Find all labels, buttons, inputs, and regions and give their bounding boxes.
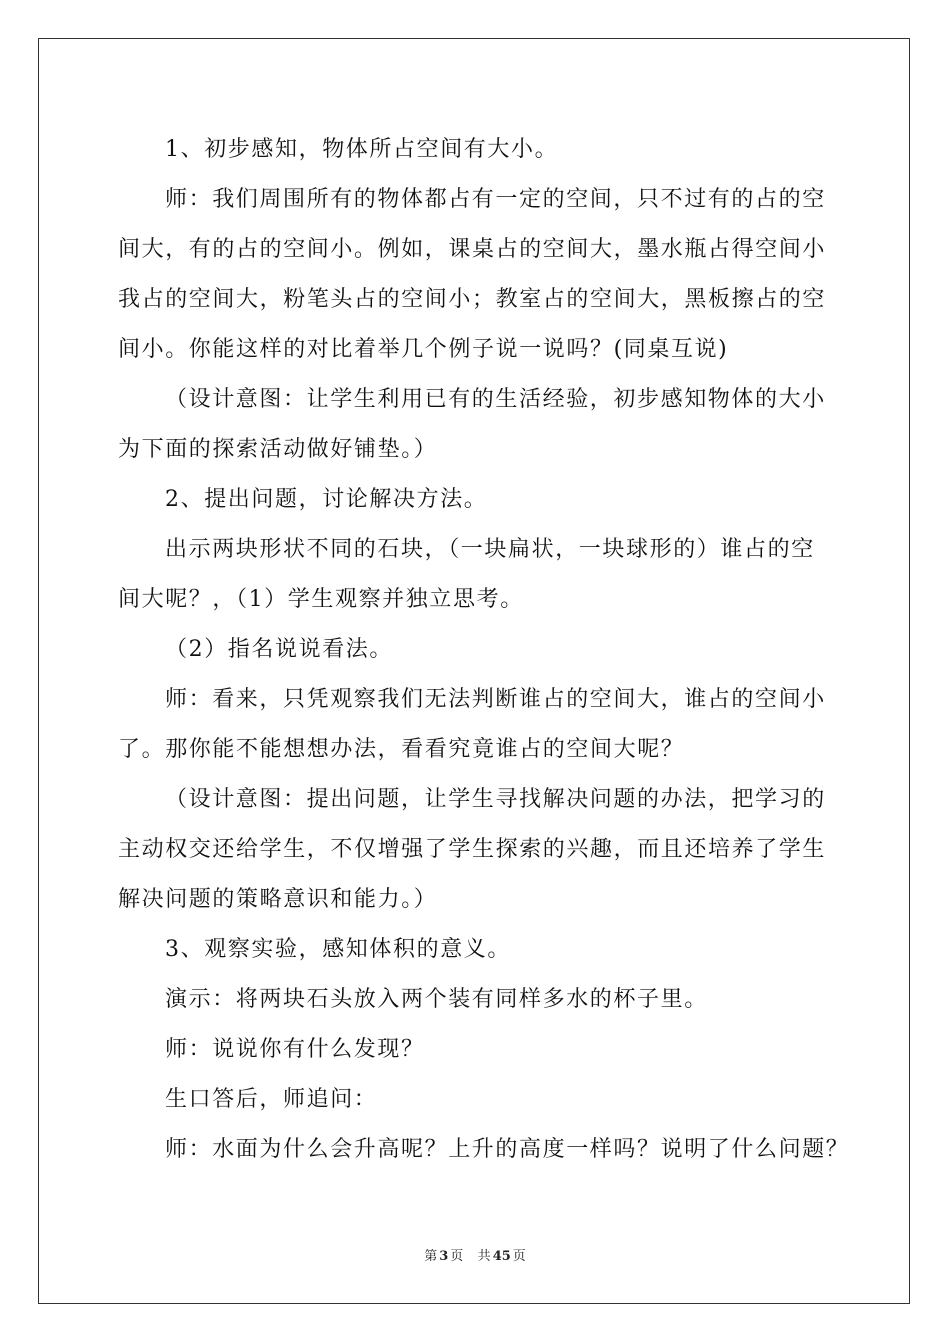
paragraph-line: 师：我们周围所有的物体都占有一定的空间，只不过有的占的空 [165,187,826,212]
paragraph-line: 出示两块形状不同的石块，（一块扁状，一块球形的）谁占的空 [165,537,815,562]
total-unit: 页 [512,1249,526,1264]
paragraph-line: 间大，有的占的空间小。例如，课桌占的空间大，墨水瓶占得空间小 [118,237,827,262]
paragraph-line: 师：看来，只凭观察我们无法判断谁占的空间大，谁占的空间小 [165,687,826,712]
page-prefix: 第 [424,1249,438,1264]
paragraph-line: 间小。你能这样的对比着举几个例子说一说吗？(同桌互说) [118,337,729,362]
heading-2: 2、提出问题，讨论解决方法。 [165,487,488,512]
design-note-line: 为下面的探索活动做好铺垫。） [118,437,438,462]
paragraph-line: 演示：将两块石头放入两个装有同样多水的杯子里。 [165,987,708,1012]
design-note-line: 主动权交还给学生，不仅增强了学生探索的兴趣，而且还培养了学生 [118,837,827,862]
page-footer [0,1248,950,1266]
design-note-line: （设计意图：让学生利用已有的生活经验，初步感知物体的大小 [165,387,826,412]
page-number: 3 [439,1249,449,1264]
total-prefix: 共 [477,1249,491,1264]
paragraph-line: （2）指名说说看法。 [165,637,393,662]
paragraph-line: 间大呢？，（1）学生观察并独立思考。 [118,587,524,612]
paragraph-line: 师：水面为什么会升高呢？上升的高度一样吗？说明了什么问题？ [165,1137,850,1162]
paragraph-line: 我占的空间大，粉笔头占的空间小；教室占的空间大，黑板擦占的空 [118,287,827,312]
page-unit: 页 [450,1249,464,1264]
design-note-line: （设计意图：提出问题，让学生寻找解决问题的办法，把学习的 [165,787,826,812]
heading-3: 3、观察实验，感知体积的意义。 [165,937,511,962]
paragraph-line: 师：说说你有什么发现？ [165,1037,425,1062]
paragraph-line: 了。那你能不能想想办法，看看究竟谁占的空间大呢？ [118,737,685,762]
design-note-line: 解决问题的策略意识和能力。） [118,887,438,912]
heading-1: 1、初步感知，物体所占空间有大小。 [165,137,559,162]
paragraph-line: 生口答后，师追问： [165,1087,378,1112]
total-pages: 45 [492,1249,511,1264]
